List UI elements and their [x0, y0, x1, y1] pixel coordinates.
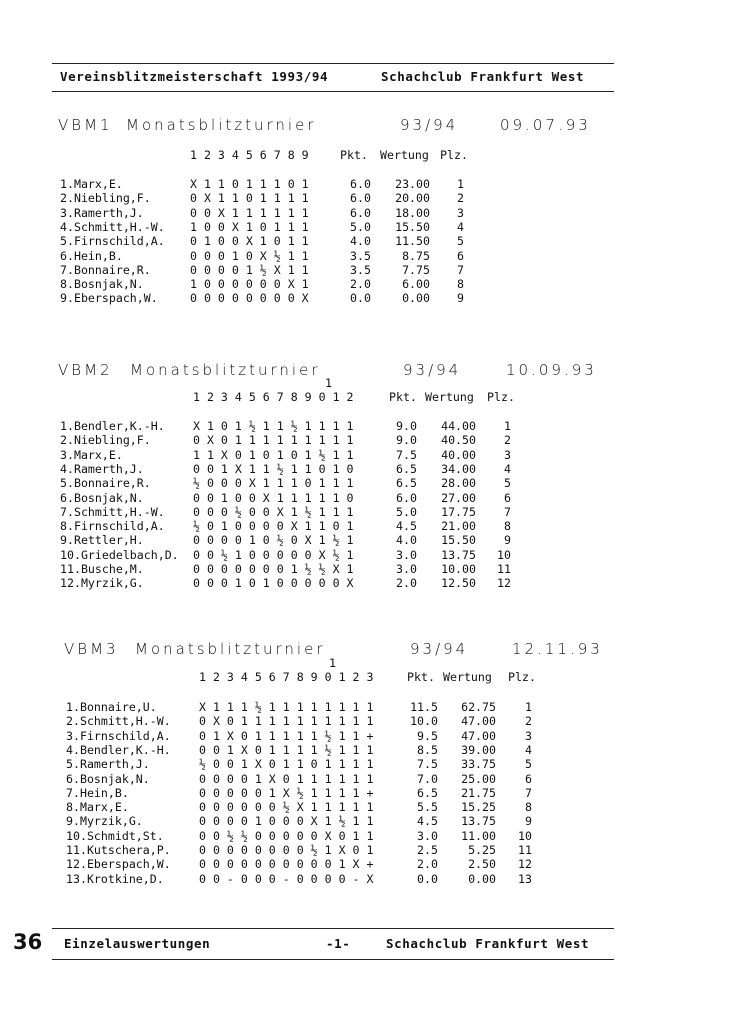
wertung-score: 13.75 — [461, 814, 496, 829]
points: 3.5 — [350, 248, 371, 263]
page-number: 36 — [13, 930, 43, 954]
player-name: 3.Firnschild,A. — [66, 728, 171, 743]
placement: 9 — [525, 814, 532, 829]
section-title: Monatsblitzturnier — [130, 361, 321, 379]
section-date: 09.07.93 — [500, 116, 591, 134]
table-row — [60, 249, 480, 263]
points: 3.0 — [396, 547, 417, 562]
points: 6.0 — [396, 490, 417, 505]
wertung-score: 28.00 — [441, 476, 476, 491]
table-row — [60, 191, 480, 205]
player-name: 7.Hein,B. — [66, 785, 129, 800]
placement: 2 — [525, 714, 532, 729]
points: 7.5 — [396, 447, 417, 462]
points: 6.5 — [417, 785, 438, 800]
section-code: VBM2 — [58, 361, 113, 379]
points: 4.0 — [350, 234, 371, 249]
plz-header: Plz. — [487, 390, 515, 404]
placement: 3 — [457, 205, 464, 220]
player-name: 12.Myrzik,G. — [60, 576, 144, 591]
table-row — [66, 800, 536, 814]
placement: 10 — [497, 547, 511, 562]
result-grid: 0 0 ½ ½ 0 0 0 0 0 X 0 1 1 — [199, 828, 374, 843]
result-grid: 0 X 0 1 1 1 1 1 1 1 1 1 — [193, 433, 354, 448]
result-grid: 0 0 1 0 0 X 1 1 1 1 1 0 — [193, 490, 354, 505]
player-name: 1.Bonnaire,U. — [66, 700, 157, 714]
placement: 7 — [525, 785, 532, 800]
table-row — [60, 576, 520, 590]
table-row — [60, 505, 520, 519]
points: 2.5 — [417, 843, 438, 857]
result-grid: 0 0 0 1 0 1 0 0 0 0 0 X — [193, 576, 354, 591]
result-grid: 0 0 0 1 0 X ½ 1 1 — [190, 248, 309, 263]
column-header-tens: 1 — [329, 656, 336, 670]
placement: 8 — [457, 277, 464, 292]
placement: 5 — [525, 757, 532, 772]
wertung-score: 11.50 — [395, 234, 430, 249]
points: 3.0 — [417, 828, 438, 843]
result-grid: 0 0 0 0 0 0 0 0 X — [190, 291, 309, 306]
placement: 9 — [457, 291, 464, 306]
result-grid: 0 0 1 X 1 1 ½ 1 1 0 1 0 — [193, 461, 354, 476]
wertung-header: Wertung — [443, 670, 492, 684]
table-row — [60, 462, 520, 476]
placement: 2 — [457, 191, 464, 206]
header-club: Schachclub Frankfurt West — [381, 69, 585, 84]
wertung-score: 21.00 — [441, 519, 476, 534]
wertung-score: 33.75 — [461, 757, 496, 772]
table-row — [60, 476, 520, 490]
table-row — [60, 177, 480, 191]
section-season: 93/94 — [410, 640, 469, 658]
table-row — [60, 519, 520, 533]
pkt-header: Pkt. — [389, 390, 417, 404]
wertung-score: 15.25 — [461, 800, 496, 815]
placement: 6 — [525, 771, 532, 786]
section-title: Monatsblitzturnier — [126, 116, 317, 134]
wertung-score: 27.00 — [441, 490, 476, 505]
points: 7.5 — [417, 757, 438, 772]
placement: 1 — [525, 700, 532, 714]
player-name: 3.Marx,E. — [60, 447, 123, 462]
table-row — [60, 433, 520, 447]
plz-header: Plz. — [440, 148, 468, 162]
player-name: 9.Myrzik,G. — [66, 814, 143, 829]
wertung-score: 25.00 — [461, 771, 496, 786]
result-grid: 0 0 0 ½ 0 0 X 1 ½ 1 1 1 — [193, 504, 354, 519]
player-name: 7.Schmitt,H.-W. — [60, 504, 165, 519]
placement: 7 — [504, 504, 511, 519]
player-name: 5.Firnschild,A. — [60, 234, 165, 249]
player-name: 8.Firnschild,A. — [60, 519, 165, 534]
table-row — [60, 548, 520, 562]
placement: 12 — [497, 576, 511, 591]
points: 9.0 — [396, 419, 417, 433]
table-row — [66, 829, 536, 843]
placement: 5 — [504, 476, 511, 491]
wertung-score: 62.75 — [461, 700, 496, 714]
table-row — [66, 772, 536, 786]
player-name: 6.Hein,B. — [60, 248, 123, 263]
table-row — [60, 291, 480, 305]
points: 2.0 — [396, 576, 417, 591]
player-name: 12.Eberspach,W. — [66, 857, 171, 872]
table-row — [66, 872, 536, 886]
wertung-score: 21.75 — [461, 785, 496, 800]
placement: 13 — [518, 871, 532, 886]
column-header-numbers: 1 2 3 4 5 6 7 8 9 — [190, 148, 309, 162]
table-row — [66, 757, 536, 771]
table-row — [66, 857, 536, 871]
table-row — [60, 263, 480, 277]
section-season: 93/94 — [403, 361, 462, 379]
points: 4.5 — [417, 814, 438, 829]
points: 5.0 — [396, 504, 417, 519]
wertung-score: 39.00 — [461, 742, 496, 757]
player-name: 6.Bosnjak,N. — [60, 490, 144, 505]
player-name: 13.Krotkine,D. — [66, 871, 164, 886]
points: 2.0 — [417, 857, 438, 872]
table-row — [60, 419, 520, 433]
result-grid: 0 0 0 0 0 0 0 0 0 0 1 X + — [199, 857, 374, 872]
wertung-score: 2.50 — [468, 857, 496, 872]
player-name: 5.Ramerth,J. — [66, 757, 150, 772]
result-grid: 0 1 0 0 X 1 0 1 1 — [190, 234, 309, 249]
points: 4.5 — [396, 519, 417, 534]
wertung-score: 15.50 — [441, 533, 476, 548]
result-grid: 0 0 0 0 1 ½ X 1 1 — [190, 262, 309, 277]
section-code: VBM3 — [64, 640, 119, 658]
player-name: 4.Schmitt,H.-W. — [60, 219, 165, 234]
result-grid: 0 0 0 0 0 1 X ½ 1 1 1 1 + — [199, 785, 374, 800]
player-name: 5.Bonnaire,R. — [60, 476, 151, 491]
placement: 6 — [457, 248, 464, 263]
player-name: 6.Bosnjak,N. — [66, 771, 150, 786]
table-row — [66, 714, 536, 728]
result-grid: 0 1 X 0 1 1 1 1 1 ½ 1 1 + — [199, 728, 374, 743]
placement: 1 — [504, 419, 511, 433]
player-name: 4.Bendler,K.-H. — [66, 742, 171, 757]
player-name: 1.Marx,E. — [60, 177, 123, 191]
result-grid: X 1 1 0 1 1 1 0 1 — [190, 177, 309, 191]
points: 6.0 — [350, 191, 371, 206]
placement: 6 — [504, 490, 511, 505]
wertung-score: 0.00 — [402, 291, 430, 306]
placement: 7 — [457, 262, 464, 277]
result-grid: 0 0 1 X 0 1 1 1 1 ½ 1 1 1 — [199, 742, 374, 757]
result-grid: ½ 0 1 0 0 0 0 X 1 1 0 1 — [193, 519, 354, 534]
wertung-score: 44.00 — [441, 419, 476, 433]
points: 2.0 — [350, 277, 371, 292]
placement: 8 — [504, 519, 511, 534]
table-row — [66, 814, 536, 828]
player-name: 2.Niebling,F. — [60, 433, 151, 448]
points: 0.0 — [350, 291, 371, 306]
table-row — [60, 220, 480, 234]
placement: 11 — [497, 562, 511, 576]
result-grid: X 1 1 1 ½ 1 1 1 1 1 1 1 1 — [199, 700, 374, 714]
wertung-score: 0.00 — [468, 871, 496, 886]
placement: 10 — [518, 828, 532, 843]
pkt-header: Pkt. — [407, 670, 435, 684]
points: 9.5 — [417, 728, 438, 743]
player-name: 10.Griedelbach,D. — [60, 547, 179, 562]
player-name: 8.Marx,E. — [66, 800, 129, 815]
result-grid: 0 X 1 1 0 1 1 1 1 — [190, 191, 309, 206]
points: 6.5 — [396, 476, 417, 491]
wertung-header: Wertung — [380, 148, 429, 162]
points: 11.5 — [410, 700, 438, 714]
result-grid: 0 0 0 0 1 X 0 1 1 1 1 1 1 — [199, 771, 374, 786]
result-grid: 0 0 0 0 1 0 0 0 X 1 ½ 1 1 — [199, 814, 374, 829]
points: 6.5 — [396, 461, 417, 476]
placement: 8 — [525, 800, 532, 815]
player-name: 7.Bonnaire,R. — [60, 262, 151, 277]
table-row — [60, 491, 520, 505]
player-name: 9.Eberspach,W. — [60, 291, 158, 306]
points: 6.0 — [350, 205, 371, 220]
player-name: 2.Niebling,F. — [60, 191, 151, 206]
table-row — [66, 843, 536, 857]
result-grid: 0 0 - 0 0 0 - 0 0 0 0 - X — [199, 871, 374, 886]
header-title: Vereinsblitzmeisterschaft 1993/94 — [60, 69, 329, 84]
result-grid: 1 0 0 X 1 0 1 1 1 — [190, 219, 309, 234]
result-grid: ½ 0 0 0 X 1 1 1 0 1 1 1 — [193, 476, 354, 491]
footer-top-rule — [52, 928, 614, 929]
points: 6.0 — [350, 177, 371, 191]
player-name: 8.Bosnjak,N. — [60, 277, 144, 292]
result-grid: 0 0 X 1 1 1 1 1 1 — [190, 205, 309, 220]
placement: 2 — [504, 433, 511, 448]
placement: 1 — [457, 177, 464, 191]
wertung-score: 7.75 — [402, 262, 430, 277]
player-name: 11.Busche,M. — [60, 562, 144, 576]
wertung-score: 6.00 — [402, 277, 430, 292]
wertung-score: 40.00 — [441, 447, 476, 462]
points: 8.5 — [417, 742, 438, 757]
table-row — [66, 786, 536, 800]
wertung-score: 17.75 — [441, 504, 476, 519]
wertung-score: 18.00 — [395, 205, 430, 220]
placement: 3 — [504, 447, 511, 462]
column-header-tens: 1 — [325, 376, 332, 390]
placement: 4 — [457, 219, 464, 234]
table-row — [66, 729, 536, 743]
header-top-rule — [52, 63, 614, 64]
result-grid: 1 0 0 0 0 0 0 X 1 — [190, 277, 309, 292]
points: 10.0 — [410, 714, 438, 729]
section-title: Monatsblitzturnier — [135, 640, 326, 658]
wertung-score: 13.75 — [441, 547, 476, 562]
table-row — [60, 562, 520, 576]
result-grid: 0 X 0 1 1 1 1 1 1 1 1 1 1 — [199, 714, 374, 729]
points: 5.5 — [417, 800, 438, 815]
result-grid: 1 1 X 0 1 0 1 0 1 ½ 1 1 — [193, 447, 354, 462]
player-name: 2.Schmitt,H.-W. — [66, 714, 171, 729]
wertung-score: 20.00 — [395, 191, 430, 206]
points: 4.0 — [396, 533, 417, 548]
result-grid: 0 0 0 0 0 0 0 1 ½ ½ X 1 — [193, 562, 354, 576]
result-grid: 0 0 0 0 0 0 ½ X 1 1 1 1 1 — [199, 800, 374, 815]
result-grid: X 1 0 1 ½ 1 1 ½ 1 1 1 1 — [193, 419, 354, 433]
wertung-score: 8.75 — [402, 248, 430, 263]
header-bottom-rule — [52, 91, 614, 92]
wertung-score: 11.00 — [461, 828, 496, 843]
table-row — [66, 700, 536, 714]
placement: 5 — [457, 234, 464, 249]
wertung-score: 15.50 — [395, 219, 430, 234]
plz-header: Plz. — [508, 670, 536, 684]
player-name: 4.Ramerth,J. — [60, 461, 144, 476]
wertung-score: 10.00 — [441, 562, 476, 576]
points: 0.0 — [417, 871, 438, 886]
player-name: 11.Kutschera,P. — [66, 843, 171, 857]
column-header-numbers: 1 2 3 4 5 6 7 8 9 0 1 2 — [193, 390, 354, 404]
wertung-score: 23.00 — [395, 177, 430, 191]
section-date: 12.11.93 — [512, 640, 603, 658]
wertung-header: Wertung — [425, 390, 474, 404]
footer-club: Schachclub Frankfurt West — [386, 936, 590, 951]
result-grid: 0 0 ½ 1 0 0 0 0 0 X ½ 1 — [193, 547, 354, 562]
pkt-header: Pkt. — [340, 148, 368, 162]
footer-bottom-rule — [52, 959, 614, 960]
result-grid: 0 0 0 0 1 0 ½ 0 X 1 ½ 1 — [193, 533, 354, 548]
player-name: 3.Ramerth,J. — [60, 205, 144, 220]
column-header-numbers: 1 2 3 4 5 6 7 8 9 0 1 2 3 — [199, 670, 374, 684]
placement: 11 — [518, 843, 532, 857]
wertung-score: 12.50 — [441, 576, 476, 591]
wertung-score: 34.00 — [441, 461, 476, 476]
result-grid: 0 0 0 0 0 0 0 0 ½ 1 X 0 1 — [199, 843, 374, 857]
result-grid: ½ 0 0 1 X 0 1 1 0 1 1 1 1 — [199, 757, 374, 772]
wertung-score: 40.50 — [441, 433, 476, 448]
table-row — [60, 533, 520, 547]
table-row — [66, 743, 536, 757]
points: 9.0 — [396, 433, 417, 448]
points: 3.5 — [350, 262, 371, 277]
points: 7.0 — [417, 771, 438, 786]
section-season: 93/94 — [400, 116, 459, 134]
placement: 9 — [504, 533, 511, 548]
placement: 4 — [525, 742, 532, 757]
wertung-score: 47.00 — [461, 714, 496, 729]
footer-section-label: Einzelauswertungen — [64, 936, 211, 951]
placement: 12 — [518, 857, 532, 872]
table-row — [60, 277, 480, 291]
points: 3.0 — [396, 562, 417, 576]
table-row — [60, 206, 480, 220]
table-row — [60, 234, 480, 248]
placement: 3 — [525, 728, 532, 743]
footer-page-indicator: -1- — [326, 936, 351, 951]
section-date: 10.09.93 — [506, 361, 597, 379]
player-name: 10.Schmidt,St. — [66, 828, 164, 843]
placement: 4 — [504, 461, 511, 476]
player-name: 9.Rettler,H. — [60, 533, 144, 548]
section-code: VBM1 — [58, 116, 113, 134]
points: 5.0 — [350, 219, 371, 234]
player-name: 1.Bendler,K.-H. — [60, 419, 165, 433]
wertung-score: 5.25 — [468, 843, 496, 857]
wertung-score: 47.00 — [461, 728, 496, 743]
table-row — [60, 448, 520, 462]
